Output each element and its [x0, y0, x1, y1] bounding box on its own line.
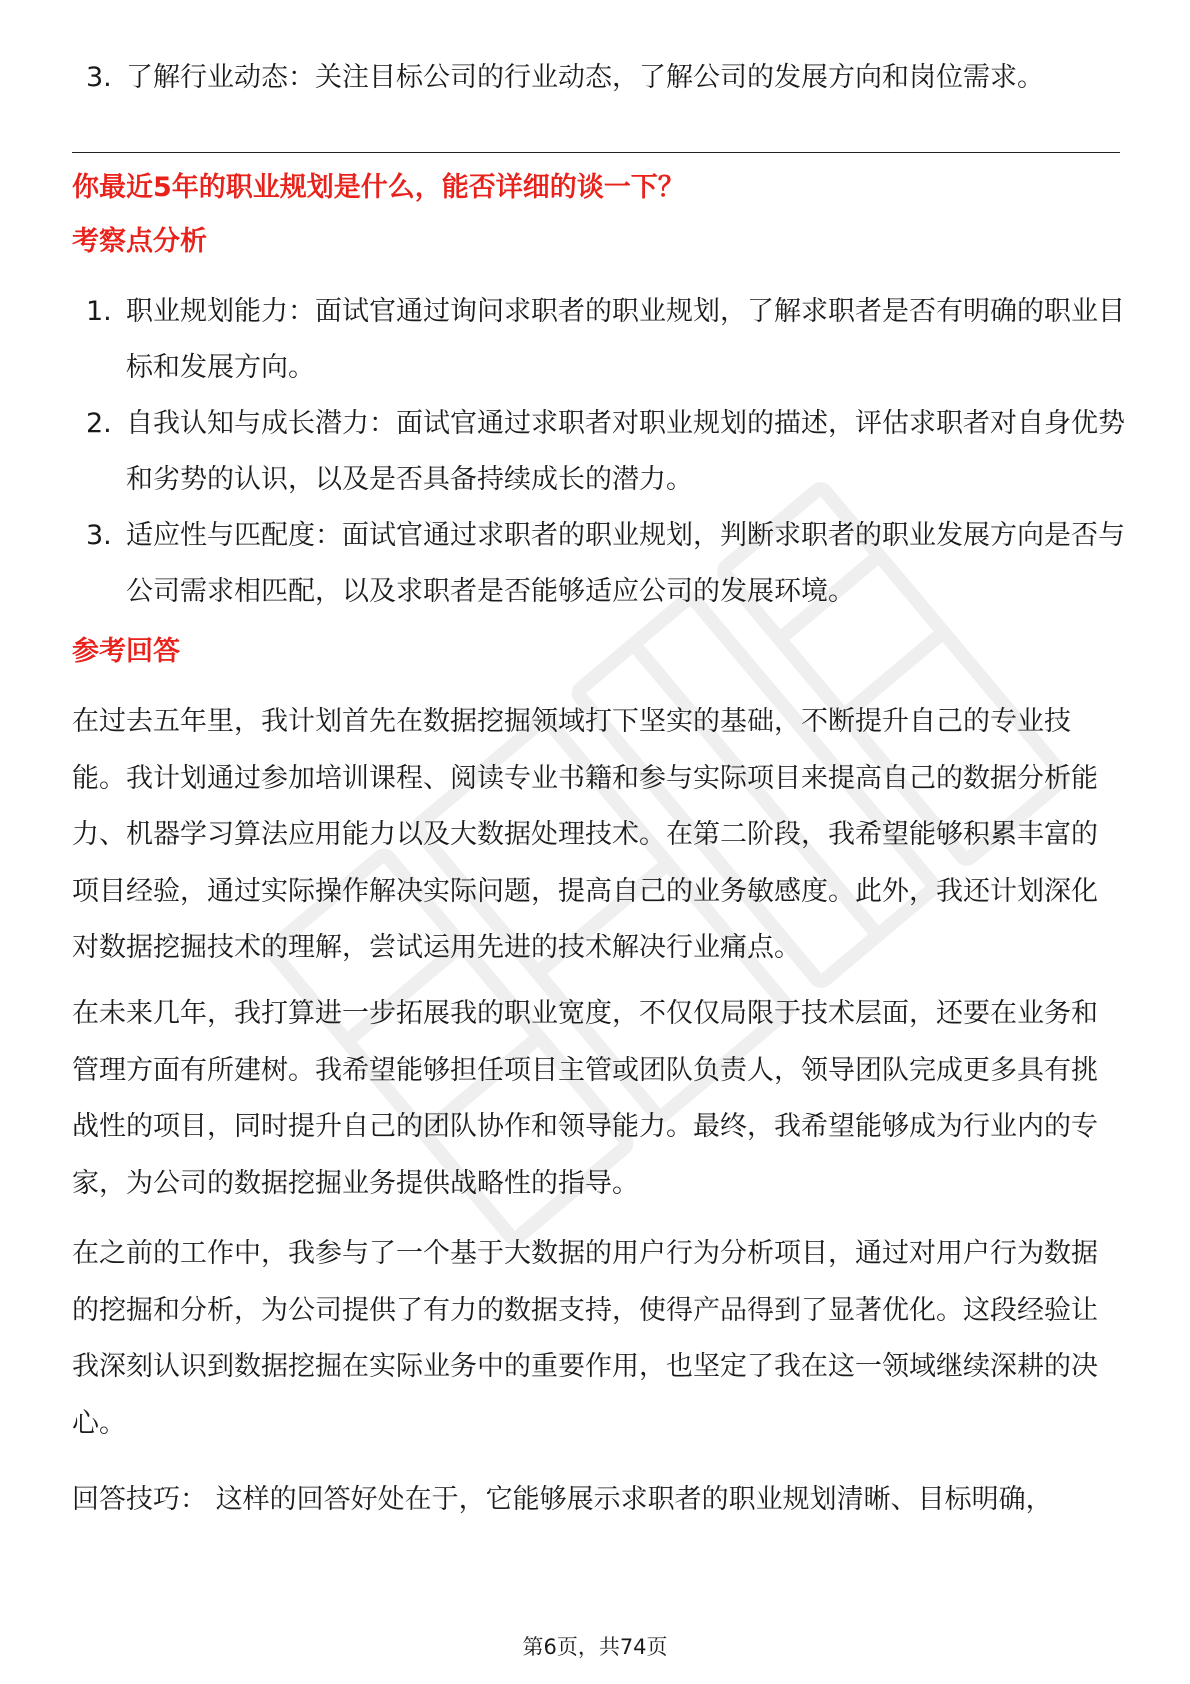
answer-paragraph: 在之前的工作中，我参与了一个基于大数据的用户行为分析项目，通过对用户行为数据的挖掘和分析，为公司提供了有力的数据支持，使得产品得到了显著优化。这段经验让我深刻认识到数据挖掘在实际业务中的重要作用，也坚定了我在这一领域继续深耕的决心。	[72, 1238, 1098, 1439]
list-item-text: 自我认知与成长潜力：面试官通过求职者对职业规划的描述，评估求职者对自身优势和劣势的认识，以及是否具备持续成长的潜力。	[126, 408, 1125, 495]
analysis-heading: 考察点分析	[72, 226, 207, 257]
list-item-number: 1.	[86, 296, 112, 327]
list-item-number: 3.	[86, 520, 112, 551]
list-item	[76, 508, 1126, 620]
answer-heading: 参考回答	[72, 636, 180, 667]
list-item	[76, 284, 1126, 396]
previous-answer-list	[76, 50, 1126, 106]
analysis-list	[76, 284, 1126, 620]
list-item	[76, 50, 1126, 106]
list-item-text: 适应性与匹配度：面试官通过求职者的职业规划，判断求职者的职业发展方向是否与公司需求相匹配，以及求职者是否能够适应公司的发展环境。	[126, 520, 1125, 607]
list-item-number: 3.	[86, 62, 112, 93]
section-divider	[72, 152, 1120, 153]
answer-paragraph: 在未来几年，我打算进一步拓展我的职业宽度，不仅仅局限于技术层面，还要在业务和管理方面有所建树。我希望能够担任项目主管或团队负责人，领导团队完成更多具有挑战性的项目，同时提升自己的团队协作和领导能力。最终，我希望能够成为行业内的专家，为公司的数据挖掘业务提供战略性的指导。	[72, 998, 1098, 1199]
answer-paragraph: 在过去五年里，我计划首先在数据挖掘领域打下坚实的基础，不断提升自己的专业技能。我计划通过参加培训课程、阅读专业书籍和参与实际项目来提高自己的数据分析能力、机器学习算法应用能力以及大数据处理技术。在第二阶段，我希望能够积累丰富的项目经验，通过实际操作解决实际问题，提高自己的业务敏感度。此外，我还计划深化对数据挖掘技术的理解，尝试运用先进的技术解决行业痛点。	[72, 706, 1098, 963]
answer-tips: 回答技巧： 这样的回答好处在于，它能够展示求职者的职业规划清晰、目标明确，	[72, 1484, 1053, 1515]
question-heading: 你最近5年的职业规划是什么，能否详细的谈一下？	[72, 172, 685, 203]
list-item-number: 2.	[86, 408, 112, 439]
list-item-text: 职业规划能力：面试官通过询问求职者的职业规划，了解求职者是否有明确的职业目标和发展方向。	[126, 296, 1125, 383]
list-item-text: 了解行业动态：关注目标公司的行业动态，了解公司的发展方向和岗位需求。	[126, 62, 1044, 93]
list-item	[76, 396, 1126, 508]
page-number: 第6页，共74页	[522, 1635, 668, 1659]
